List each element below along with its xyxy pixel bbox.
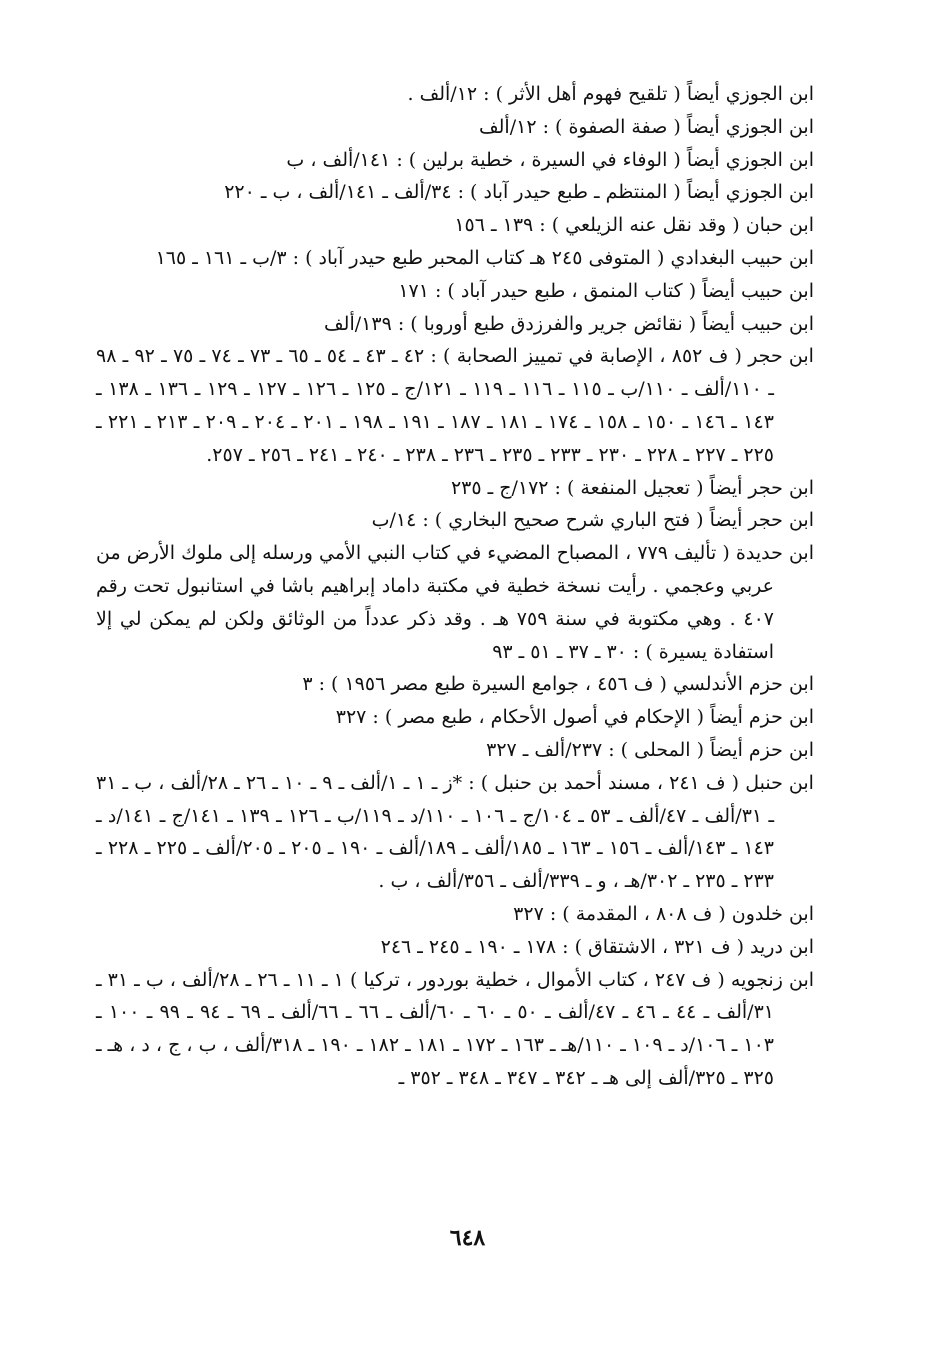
page-number: ٦٤٨ [449,1225,486,1251]
index-entry: ابن الجوزي أيضاً ( تلقيح فهوم أهل الأثر ) : ١٢/ألف . [407,83,814,105]
index-entry: ابن حبيب أيضاً ( كتاب المنمق ، طبع حيدر آباد ) : ١٧١ [398,279,814,302]
index-entry: ابن حديدة ( تأليف ٧٧٩ ، المصباح المضيء في كتاب النبي الأمي ورسله إلى ملوك الأرض من عربي وعجمي . رأيت نسخة خطية في مكتبة داماد إبراهيم باشا في استانبول تحت رقم ٤٠٧ . وهي مكتوبة في سنة ٧٥٩ هـ . وقد ذكر عدداً من الوثائق ولكن لم يمكن لي إلا استفادة يسيرة ) : ٣٠ ـ ٣٧ ـ ٥١ ـ ٩٣ [96,542,814,663]
index-page-body [96,78,814,1095]
index-entry: ابن الجوزي أيضاً ( المنتظم ـ طبع حيدر آباد ) : ٣٤/ألف ـ ١٤١/ألف ، ب ـ ٢٢٠ [224,181,814,204]
index-entry: ابن الجوزي أيضاً ( الوفاء في السيرة ، خطية برلين ) : ١٤١/ألف ، ب [286,148,814,171]
index-entry: ابن زنجويه ( ف ٢٤٧ ، كتاب الأموال ، خطية بوردور ، تركيا ) ١ ـ ١١ ـ ٢٦ ـ ٢٨/ألف ، ب ـ ٣١ ـ ٣١/ألف ـ ٤٤ ـ ٤٦ ـ ٤٧/ألف ـ ٥٠ ـ ٦٠ ـ ٦٠/ألف ـ ٦٦ ـ ٦٦/ألف ـ ٦٩ ـ ٩٤ ـ ٩٩ ـ ١٠٠ ـ ١٠٣ ـ ١٠٦/د ـ ١٠٩ ـ ١١٠/هـ ـ ١٦٣ ـ ١٧٢ ـ ١٨١ ـ ١٨٢ ـ ١٩٠ ـ ٣١٨/ألف ، ب ، ج ، د ، هـ ـ ٣٢٥ ـ ٣٢٥/ألف إلى هـ ـ ٣٤٢ ـ ٣٤٧ ـ ٣٤٨ ـ ٣٥٢ ـ [96,968,815,1089]
index-entry: ابن حزم أيضاً ( الإحكام في أصول الأحكام ، طبع مصر ) : ٣٢٧ [335,706,814,729]
index-entry: ابن الجوزي أيضاً ( صفة الصفوة ) : ١٢/ألف [478,115,814,138]
index-entry: ابن حزم أيضاً ( المحلى ) : ٢٣٧/ألف ـ ٣٢٧ [486,738,814,761]
index-entry: ابن حبيب أيضاً ( نقائض جرير والفرزدق طبع أوروبا ) : ١٣٩/ألف [324,312,814,335]
index-entry: ابن حبيب البغدادي ( المتوفى ٢٤٥ هـ كتاب المحبر طبع حيدر آباد ) : ٣/ب ـ ١٦١ ـ ١٦٥ [155,246,814,269]
index-entry: ابن خلدون ( ف ٨٠٨ ، المقدمة ) : ٣٢٧ [513,902,814,925]
index-entry: ابن حزم الأندلسي ( ف ٤٥٦ ، جوامع السيرة طبع مصر ١٩٥٦ ) : ٣ [302,673,814,696]
index-entry: ابن حبان ( وقد نقل عنه الزيلعي ) : ١٣٩ ـ ١٥٦ [454,214,814,237]
index-entry: ابن حجر أيضاً ( تعجيل المنفعة ) : ١٧٢/ج ـ ٢٣٥ [450,476,814,499]
index-entry: ابن حجر ( ف ٨٥٢ ، الإصابة في تمييز الصحابة ) : ٤٢ ـ ٤٣ ـ ٥٤ ـ ٦٥ ـ ٧٣ ـ ٧٤ ـ ٧٥ ـ ٩٢ ـ ٩٨ ـ ١١٠/ألف ـ ١١٠/ب ـ ١١٥ ـ ١١٦ ـ ١١٩ ـ ١٢١/ج ـ ١٢٥ ـ ١٢٦ ـ ١٢٧ ـ ١٢٩ ـ ١٣٦ ـ ١٣٨ ـ ١٤٣ ـ ١٤٦ ـ ١٥٠ ـ ١٥٨ ـ ١٧٤ ـ ١٨١ ـ ١٨٧ ـ ١٩١ ـ ١٩٨ ـ ٢٠١ ـ ٢٠٤ ـ ٢٠٩ ـ ٢١٣ ـ ٢٢١ ـ ٢٢٥ ـ ٢٢٧ ـ ٢٢٨ ـ ٢٣٠ ـ ٢٣٣ ـ ٢٣٥ ـ ٢٣٦ ـ ٢٣٨ ـ ٢٤٠ ـ ٢٤١ ـ ٢٥٦ ـ ٢٥٧. [96,345,814,466]
index-entry: ابن حنبل ( ف ٢٤١ ، مسند أحمد بن حنبل ) : *ز ـ ١ ـ ١/ألف ـ ٩ ـ ١٠ ـ ٢٦ ـ ٢٨/ألف ، ب ـ ٣١ ـ ٣١/ألف ـ ٤٧/ألف ـ ٥٣ ـ ١٠٤/ج ـ ١٠٦ ـ ١١٠/د ـ ١١٩/ب ـ ١٢٦ ـ ١٣٩ ـ ١٤١/ج ـ ١٤١/د ـ ١٤٣ ـ ١٤٣/ألف ـ ١٥٦ ـ ١٦٣ ـ ١٨٥/ألف ـ ١٨٩/ألف ـ ١٩٠ ـ ٢٠٥ ـ ٢٠٥/ألف ـ ٢٢٥ ـ ٢٢٨ ـ ٢٣٣ ـ ٢٣٥ ـ ٣٠٢/هـ ، و ـ ٣٣٩/ألف ـ ٣٥٦/ألف ، ب . [96,771,814,893]
index-entry: ابن دريد ( ف ٣٢١ ، الاشتقاق ) : ١٧٨ ـ ١٩٠ ـ ٢٤٥ ـ ٢٤٦ [380,935,814,958]
index-entry: ابن حجر أيضاً ( فتح الباري شرح صحيح البخاري ) : ١٤/ب [371,509,814,532]
